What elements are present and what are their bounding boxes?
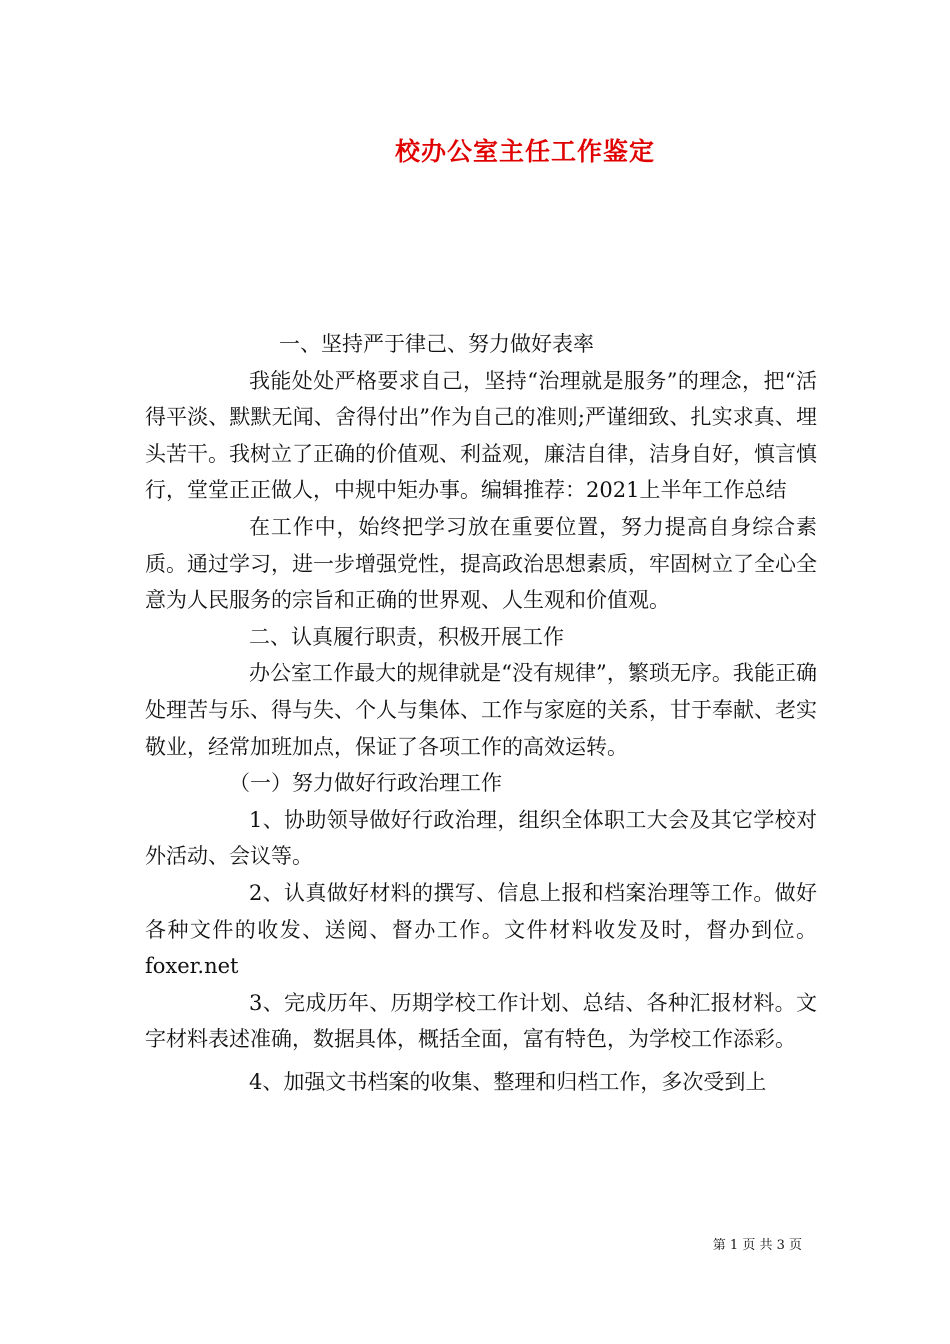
subsection-heading-1: （一）努力做好行政治理工作 xyxy=(229,771,502,796)
list-item-2: 2、认真做好材料的撰写、信息上报和档案治理等工作。做好各种文件的收发、送阅、督办工作。文件材料收发及时，督办到位。foxer.net xyxy=(145,880,817,979)
paragraph-office-work: 办公室工作最大的规律就是“没有规律”，繁琐无序。我能正确处理苦与乐、得与失、个人与集体、工作与家庭的关系，甘于奉献、老实敬业，经常加班加点，保证了各项工作的高效运转。 xyxy=(145,661,817,759)
paragraph-self-discipline: 我能处处严格要求自己，坚持“治理就是服务”的理念，把“活得平淡、默默无闻、舍得付出”作为自己的准则;严谨细致、扎实求真、埋头苦干。我树立了正确的价值观、利益观，廉洁自律，洁身自好，慎言慎行，堂堂正正做人，中规中矩办事。编辑推荐：2021上半年工作总结 xyxy=(145,368,817,503)
paragraph-study: 在工作中，始终把学习放在重要位置，努力提高自身综合素质。通过学习，进一步增强党性，提高政治思想素质，牢固树立了全心全意为人民服务的宗旨和正确的世界观、人生观和价值观。 xyxy=(145,514,817,613)
list-item-1: 1、协助领导做好行政治理，组织全体职工大会及其它学校对外活动、会议等。 xyxy=(145,807,817,869)
section-heading-2: 二、认真履行职责，积极开展工作 xyxy=(249,624,564,649)
list-item-4: 4、加强文书档案的收集、整理和归档工作，多次受到上 xyxy=(249,1069,767,1094)
document-title: 校办公室主任工作鉴定 xyxy=(394,137,655,166)
list-item-3: 3、完成历年、历期学校工作计划、总结、各种汇报材料。文字材料表述准确，数据具体，概括全面，富有特色，为学校工作添彩。 xyxy=(145,990,817,1052)
section-heading-1: 一、坚持严于律己、努力做好表率 xyxy=(279,332,594,356)
document-body xyxy=(145,326,817,1100)
page-number: 第 1 页 共 3 页 xyxy=(712,1238,802,1253)
